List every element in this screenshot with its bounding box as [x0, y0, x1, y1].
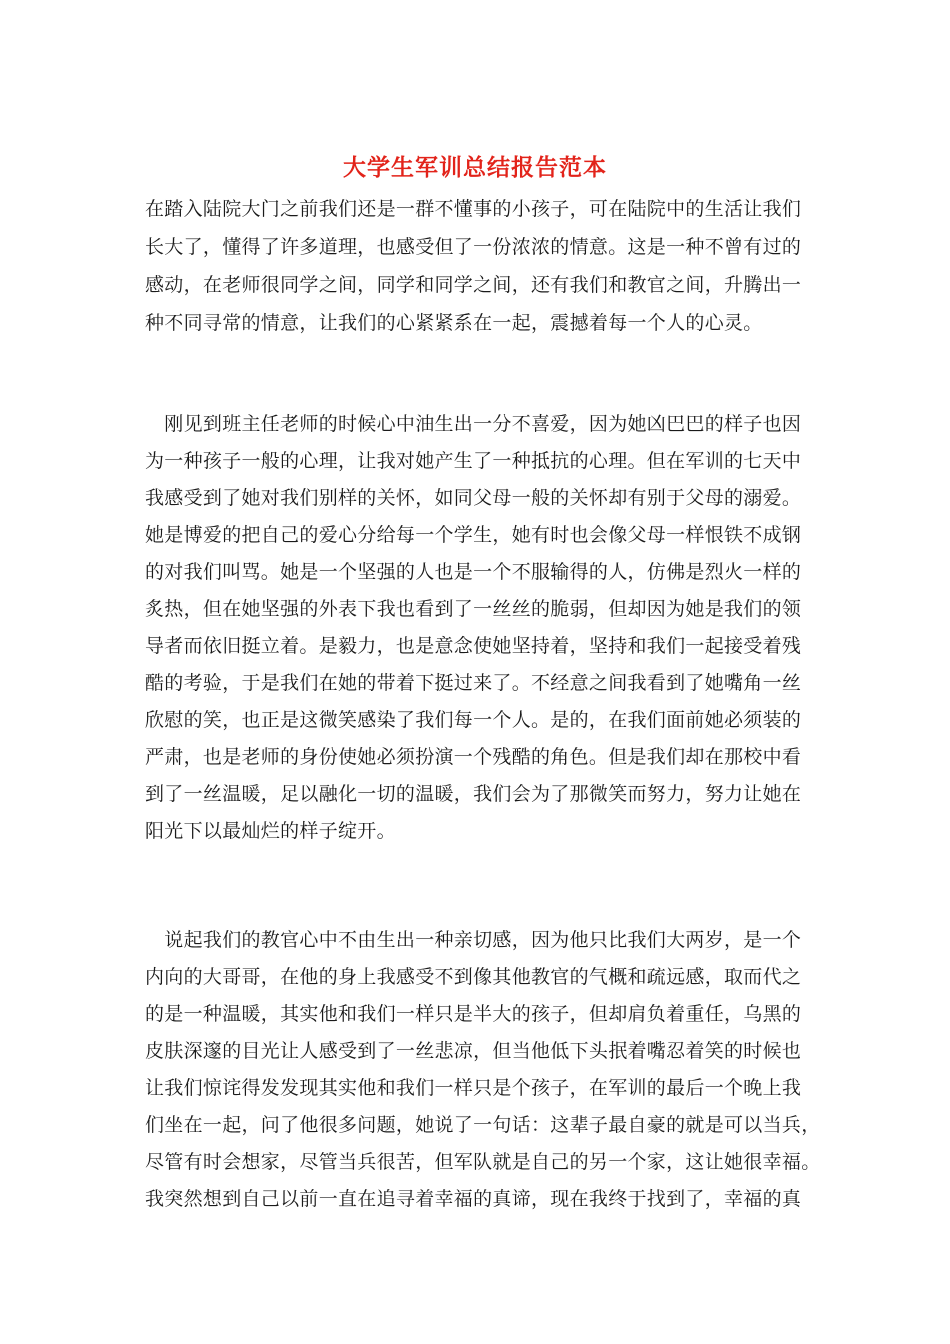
text-line: 在踏入陆院大门之前我们还是一群不懂事的小孩子，可在陆院中的生活让我们	[145, 198, 802, 220]
document-title: 大学生军训总结报告范本	[343, 154, 607, 181]
text-line: 欣慰的笑，也正是这微笑感染了我们每一个人。是的，在我们面前她必须装的	[145, 709, 802, 731]
text-line: 种不同寻常的情意，让我们的心紧紧系在一起，震撼着每一个人的心灵。	[145, 312, 763, 334]
text-line: 让我们惊诧得发发现其实他和我们一样只是个孩子，在军训的最后一个晚上我	[145, 1077, 802, 1099]
text-line: 说起我们的教官心中不由生出一种亲切感，因为他只比我们大两岁，是一个	[145, 929, 802, 951]
text-line: 我感受到了她对我们别样的关怀，如同父母一般的关怀却有别于父母的溺爱。	[145, 487, 802, 509]
text-line: 我突然想到自己以前一直在追寻着幸福的真谛，现在我终于找到了，幸福的真	[145, 1188, 802, 1210]
text-line: 感动，在老师很同学之间，同学和同学之间，还有我们和教官之间，升腾出一	[145, 274, 802, 296]
text-line: 内向的大哥哥，在他的身上我感受不到像其他教官的气概和疏远感，取而代之	[145, 966, 802, 988]
text-line: 的对我们叫骂。她是一个坚强的人也是一个不服输得的人，仿佛是烈火一样的	[145, 561, 802, 583]
text-line: 们坐在一起，问了他很多问题，她说了一句话：这辈子最自豪的就是可以当兵，	[145, 1114, 821, 1136]
text-line: 尽管有时会想家，尽管当兵很苦，但军队就是自己的另一个家，这让她很幸福。	[145, 1151, 821, 1173]
text-line: 为一种孩子一般的心理，让我对她产生了一种抵抗的心理。但在军训的七天中	[145, 450, 802, 472]
text-line: 严肃，也是老师的身份使她必须扮演一个残酷的角色。但是我们却在那校中看	[145, 746, 802, 768]
text-line: 她是博爱的把自己的爱心分给每一个学生，她有时也会像父母一样恨铁不成钢	[145, 524, 802, 546]
text-line: 阳光下以最灿烂的样子绽开。	[145, 820, 396, 842]
text-line: 皮肤深邃的目光让人感受到了一丝悲凉，但当他低下头抿着嘴忍着笑的时候也	[145, 1040, 802, 1062]
text-line: 酷的考验，于是我们在她的带着下挺过来了。不经意之间我看到了她嘴角一丝	[145, 672, 802, 694]
text-line: 到了一丝温暖，足以融化一切的温暖，我们会为了那微笑而努力，努力让她在	[145, 783, 802, 805]
text-line: 刚见到班主任老师的时候心中油生出一分不喜爱，因为她凶巴巴的样子也因	[145, 413, 802, 435]
text-line: 长大了，懂得了许多道理，也感受但了一份浓浓的情意。这是一种不曾有过的	[145, 236, 802, 258]
text-line: 的是一种温暖，其实他和我们一样只是半大的孩子，但却肩负着重任，乌黑的	[145, 1003, 802, 1025]
text-line: 炙热，但在她坚强的外表下我也看到了一丝丝的脆弱，但却因为她是我们的领	[145, 598, 802, 620]
text-line: 导者而依旧挺立着。是毅力，也是意念使她坚持着，坚持和我们一起接受着残	[145, 635, 802, 657]
